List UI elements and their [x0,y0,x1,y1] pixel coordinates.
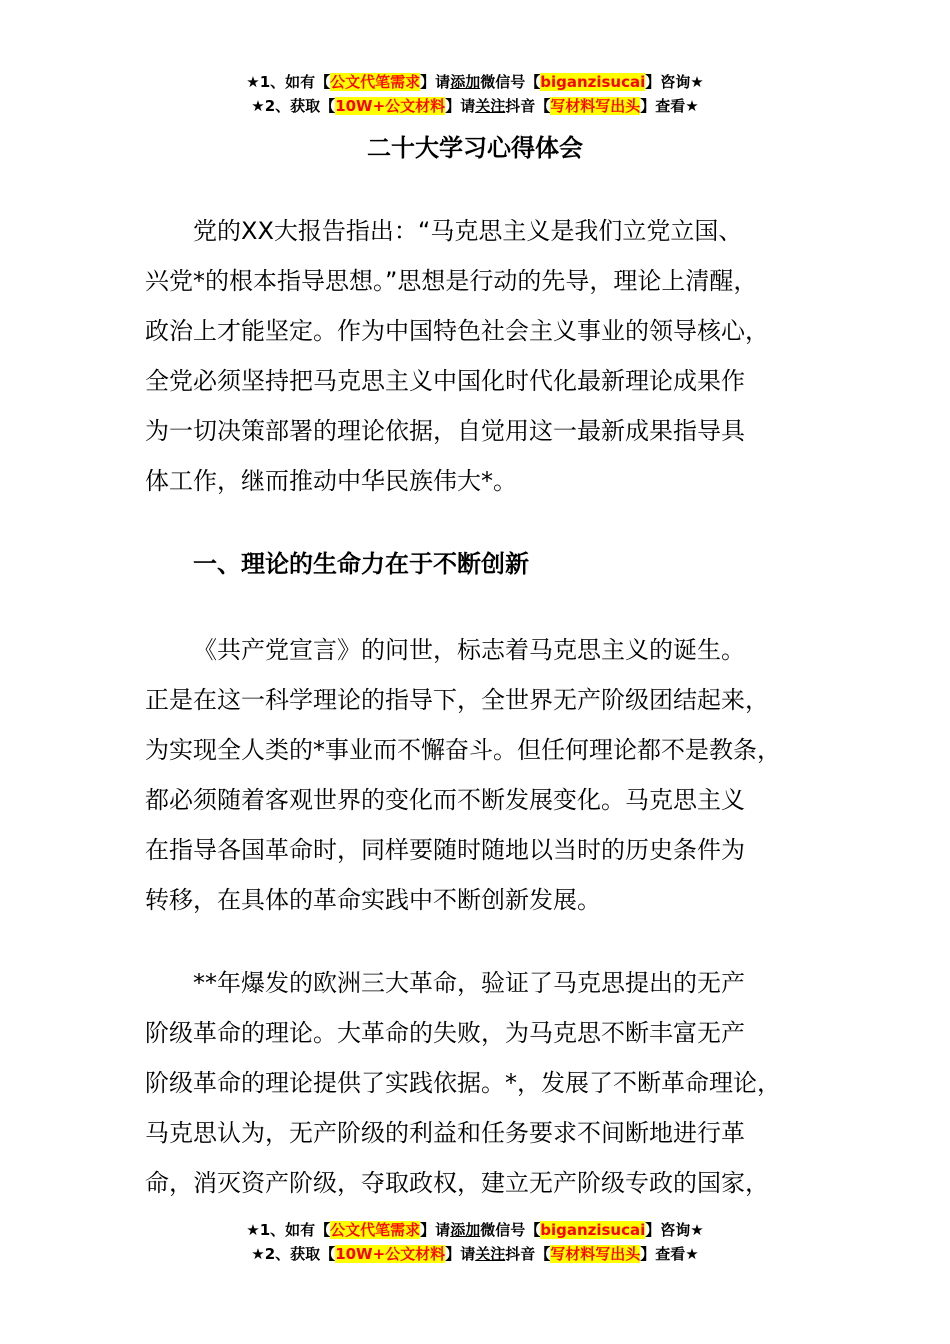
highlight-wechat-id: biganzisucai [540,73,646,91]
highlight-service: 公文代笔需求 [330,1221,421,1239]
header-banner [0,70,950,118]
document-title: 二十大学习心得体会 [367,134,583,162]
paragraph-line: 阶级革命的理论。大革命的失败，为马克思不断丰富无产 [145,1019,745,1047]
paragraph-manifesto [145,625,825,925]
paragraph-line: 为实现全人类的*事业而不懈奋斗。但任何理论都不是教条， [145,736,781,764]
paragraph-line: **年爆发的欧洲三大革命，验证了马克思提出的无产 [193,969,745,997]
banner-line-1: ★1、如有【公文代笔需求】请添加微信号【biganzisucai】咨询★ [246,1221,704,1239]
paragraph-line: 马克思认为，无产阶级的利益和任务要求不间断地进行革 [145,1119,745,1147]
paragraph-intro [145,206,825,506]
paragraph-line: 转移，在具体的革命实践中不断创新发展。 [145,886,601,914]
paragraph-line: 为一切决策部署的理论依据，自觉用这一最新成果指导具 [145,417,745,445]
paragraph-line: 体工作，继而推动中华民族伟大*。 [145,467,517,495]
banner-line-2: ★2、获取【10W+公文材料】请关注抖音【写材料写出头】查看★ [251,1245,699,1263]
paragraph-line: 《共产党宣言》的问世，标志着马克思主义的诞生。 [193,636,745,664]
paragraph-line: 都必须随着客观世界的变化而不断发展变化。马克思主义 [145,786,745,814]
banner-line-2: ★2、获取【10W+公文材料】请关注抖音【写材料写出头】查看★ [251,97,699,115]
highlight-materials: 10W+公文材料 [335,97,446,115]
paragraph-line: 政治上才能坚定。作为中国特色社会主义事业的领导核心， [145,317,769,345]
paragraph-line: 正是在这一科学理论的指导下，全世界无产阶级团结起来， [145,686,769,714]
highlight-materials: 10W+公文材料 [335,1245,446,1263]
highlight-douyin: 写材料写出头 [550,1245,641,1263]
banner-line-1: ★1、如有【公文代笔需求】请添加微信号【biganzisucai】咨询★ [246,73,704,91]
paragraph-line: 命，消灭资产阶级，夺取政权，建立无产阶级专政的国家， [145,1169,769,1197]
highlight-wechat-id: biganzisucai [540,1221,646,1239]
section-heading: 一、理论的生命力在于不断创新 [193,550,529,578]
paragraph-line: 党的XX大报告指出：“马克思主义是我们立党立国、 [193,217,743,245]
paragraph-line: 阶级革命的理论提供了实践依据。*，发展了不断革命理论， [145,1069,781,1097]
paragraph-line: 兴党*的根本指导思想。”思想是行动的先导，理论上清醒， [145,267,758,295]
paragraph-revolutions [145,958,825,1208]
highlight-douyin: 写材料写出头 [550,97,641,115]
paragraph-line: 在指导各国革命时，同样要随时随地以当时的历史条件为 [145,836,745,864]
paragraph-line: 全党必须坚持把马克思主义中国化时代化最新理论成果作 [145,367,745,395]
highlight-service: 公文代笔需求 [330,73,421,91]
footer-banner [0,1218,950,1266]
